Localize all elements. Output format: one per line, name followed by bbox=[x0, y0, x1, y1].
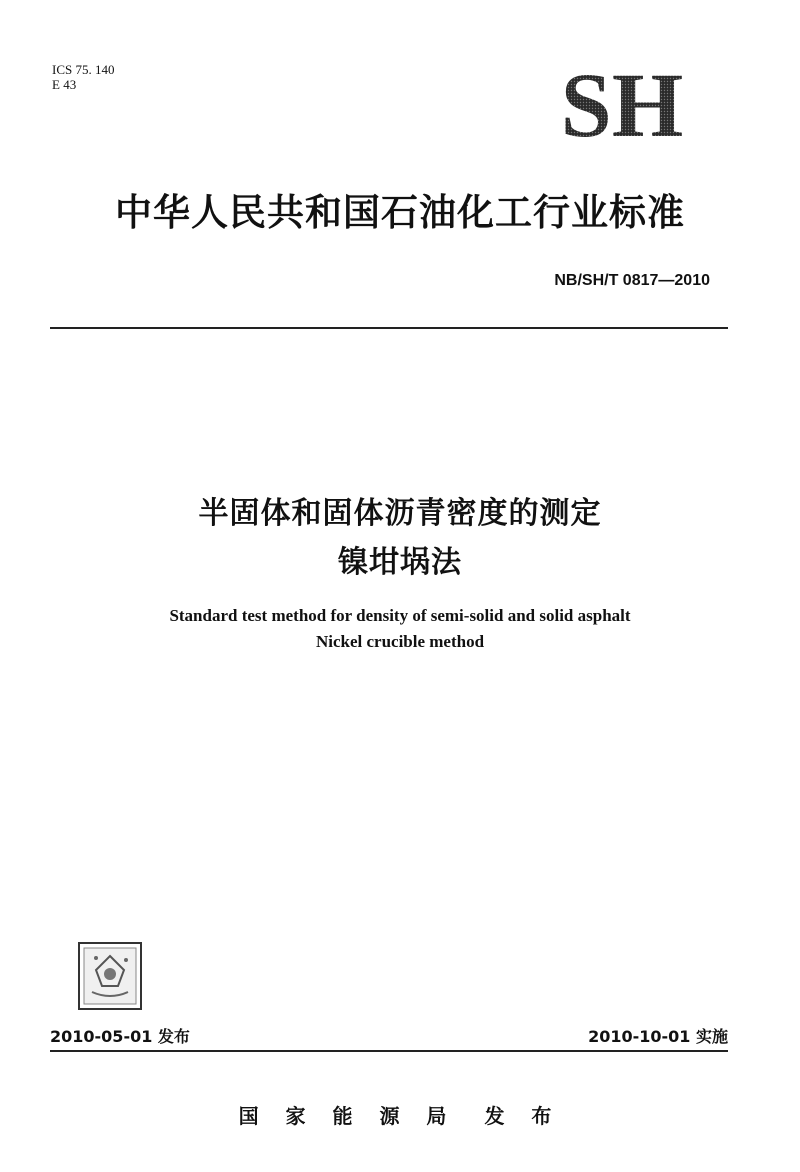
classification-codes bbox=[52, 62, 114, 92]
issuer-action: 发 布 bbox=[484, 1104, 562, 1128]
title-en-line2: Nickel crucible method bbox=[315, 632, 485, 651]
logo-text: SH bbox=[560, 62, 684, 142]
standard-type-title: 中华人民共和国石油化工行业标准 bbox=[115, 191, 685, 234]
title-cn-line1: 半固体和固体沥青密度的测定 bbox=[198, 496, 602, 531]
title-cn-line2: 镍坩埚法 bbox=[338, 545, 462, 580]
issuer-name: 国 家 能 源 局 bbox=[238, 1104, 457, 1128]
emblem-stamp-icon bbox=[78, 942, 142, 1010]
issuer-line bbox=[0, 1100, 800, 1129]
header-divider bbox=[50, 327, 728, 329]
ccs-code: E 43 bbox=[52, 77, 77, 92]
implementation-date: 2010-10-01 实施 bbox=[588, 1027, 728, 1046]
footer-divider bbox=[50, 1050, 728, 1052]
issue-date: 2010-05-01 发布 bbox=[50, 1027, 190, 1046]
sh-logo bbox=[555, 62, 690, 142]
ics-code: ICS 75. 140 bbox=[52, 62, 115, 77]
title-en-line1: Standard test method for density of semi-solid and solid asphalt bbox=[169, 606, 631, 625]
standard-number: NB/SH/T 0817—2010 bbox=[554, 272, 710, 289]
